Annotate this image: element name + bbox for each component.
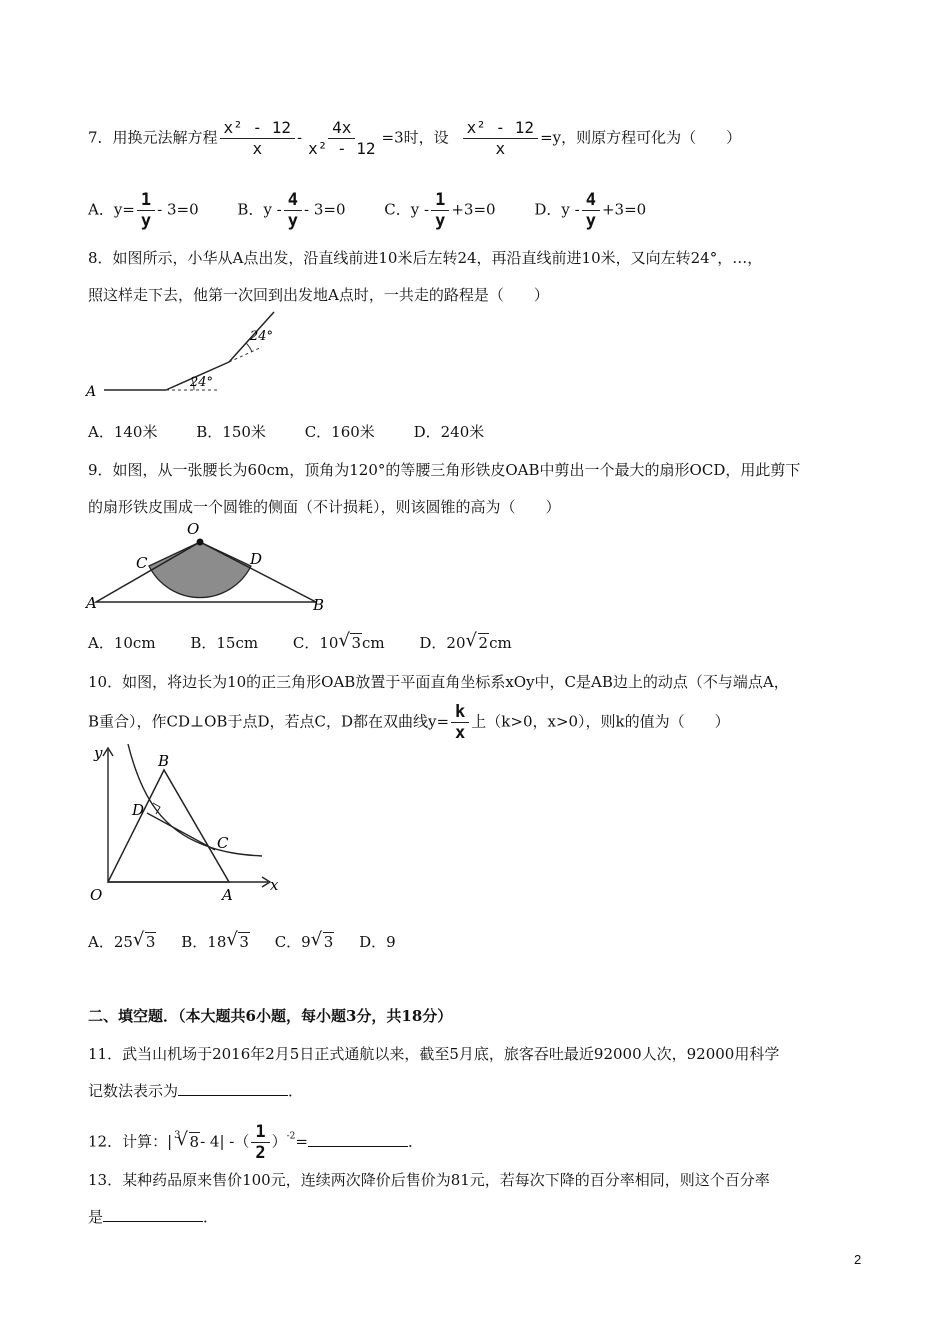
q10-label-o: O (90, 886, 103, 904)
q9-stem-line1: 9．如图，从一张腰长为60cm，顶角为120°的等腰三角形铁皮OAB中剪出一个最大的扇形OCD，用此剪下 (88, 461, 801, 479)
q13-answer-blank[interactable] (103, 1207, 203, 1222)
q9-label-d: D (250, 550, 263, 568)
q10-label-b: B (158, 752, 170, 770)
q8-angle-arc-2 (246, 343, 252, 352)
q7-fraction-1: $\frac{\text{x² - 12}}{x}$ (220, 118, 295, 159)
q8-option-d: D．240米 (413, 423, 485, 441)
q9-label-a: A (86, 594, 97, 612)
q7-stem: 7．用换元法解方程 $\frac{\text{x² - 12}}{x}$ - $\frac{4x}{\text{x² - 12}}$ =3时，设 $\frac{\text{x² - 12}}{x}$ =y，则原方程可化为（ ） (88, 118, 742, 158)
q8-label-a: A (86, 384, 97, 400)
section-2-title: 二、填空题．（本大题共6小题，每小题3分，共18分） (88, 1007, 453, 1025)
q9-option-c: C．10√ 3cm (293, 633, 385, 653)
q9-option-d: D．20√ 2cm (419, 633, 511, 653)
q10-label-x: x (270, 876, 279, 894)
q8-option-c: C．160米 (304, 423, 375, 441)
q8-options (88, 422, 518, 442)
q8-label-angle-2: 24° (250, 329, 274, 344)
q8-option-a: A．140米 (88, 423, 158, 441)
q9-label-b: B (313, 596, 325, 614)
q8-option-b: B．150米 (196, 423, 266, 441)
q7-option-a: A．y= $\frac{1}{y}$ - 3=0 (88, 190, 199, 231)
q7-option-b: B．y - $\frac{4}{y}$ - 3=0 (237, 190, 346, 231)
q7-options (88, 190, 680, 231)
q8-extension-2 (229, 347, 262, 362)
q11-answer-blank[interactable] (178, 1081, 288, 1096)
q10-triangle (108, 770, 229, 882)
q12-stem: 12．计算：| $^3$√ 8- 4| -（ $\frac{1}{2}$ ）$^{-2}$= ． (88, 1122, 423, 1163)
q9-label-o: O (187, 520, 200, 538)
q9-figure (84, 518, 334, 614)
q9-options (88, 633, 546, 653)
q10-label-a: A (222, 886, 233, 904)
q9-stem-line2: 的扇形铁皮围成一个圆锥的侧面（不计损耗），则该圆锥的高为（ ） (88, 498, 561, 516)
q8-label-angle-1: 24° (190, 375, 214, 390)
q9-sector (149, 542, 251, 598)
q10-label-y: y (94, 744, 103, 762)
q9-option-a: A．10cm (88, 634, 156, 652)
q7-option-d: D．y - $\frac{4}{y}$ +3=0 (534, 190, 647, 231)
q10-option-c: C．9√ 3 (275, 932, 335, 952)
q11-stem-line2: 记数法表示为 ． (88, 1082, 304, 1100)
q7-fraction-2: $\frac{4x}{\text{x² - 12}}$ (308, 118, 376, 158)
q9-option-b: B．15cm (190, 634, 259, 652)
q9-label-c: C (136, 554, 148, 572)
q10-option-d: D．9 (359, 933, 396, 951)
q11-stem-line1: 11．武当山机场于2016年2月5日正式通航以来，截至5月底，旅客吞吐最近92000人次，92000用科学 (88, 1045, 780, 1063)
page-number: 2 (854, 1252, 862, 1267)
q10-label-d: D (132, 801, 145, 819)
q13-stem-line2: 是 ． (88, 1208, 219, 1226)
q10-stem-line2: B重合），作CD⊥OB于点D，若点C，D都在双曲线y= $\frac{k}{x}$ 上（k>0，x>0），则k的值为（ ） (88, 702, 730, 743)
q9-vertex-o (197, 539, 204, 546)
q7-option-c: C．y - $\frac{1}{y}$ +3=0 (384, 190, 496, 231)
q10-stem-line1: 10．如图，将边长为10的正三角形OAB放置于平面直角坐标系xOy中，C是AB边上的动点（不与端点A， (88, 673, 789, 691)
q12-answer-blank[interactable] (308, 1132, 408, 1147)
q8-stem-line1: 8．如图所示，小华从A点出发，沿直线前进10米后左转24，再沿直线前进10米，又向左转24°，…， (88, 249, 763, 267)
q10-option-b: B．18√ 3 (181, 932, 250, 952)
q10-option-a: A．25√ 3 (88, 932, 156, 952)
q8-stem-line2: 照这样走下去，他第一次回到出发地A点时，一共走的路程是（ ） (88, 286, 549, 304)
q7-fraction-3: $\frac{\text{x² - 12}}{x}$ (463, 118, 538, 159)
q10-label-c: C (217, 834, 229, 852)
q10-options (88, 932, 430, 952)
q8-figure (84, 308, 284, 400)
q10-figure (84, 740, 284, 905)
q13-stem-line1: 13．某种药品原来售价100元，连续两次降价后售价为81元，若每次下降的百分率相同，则这个百分率 (88, 1171, 770, 1189)
q10-segment-cd (147, 813, 215, 850)
